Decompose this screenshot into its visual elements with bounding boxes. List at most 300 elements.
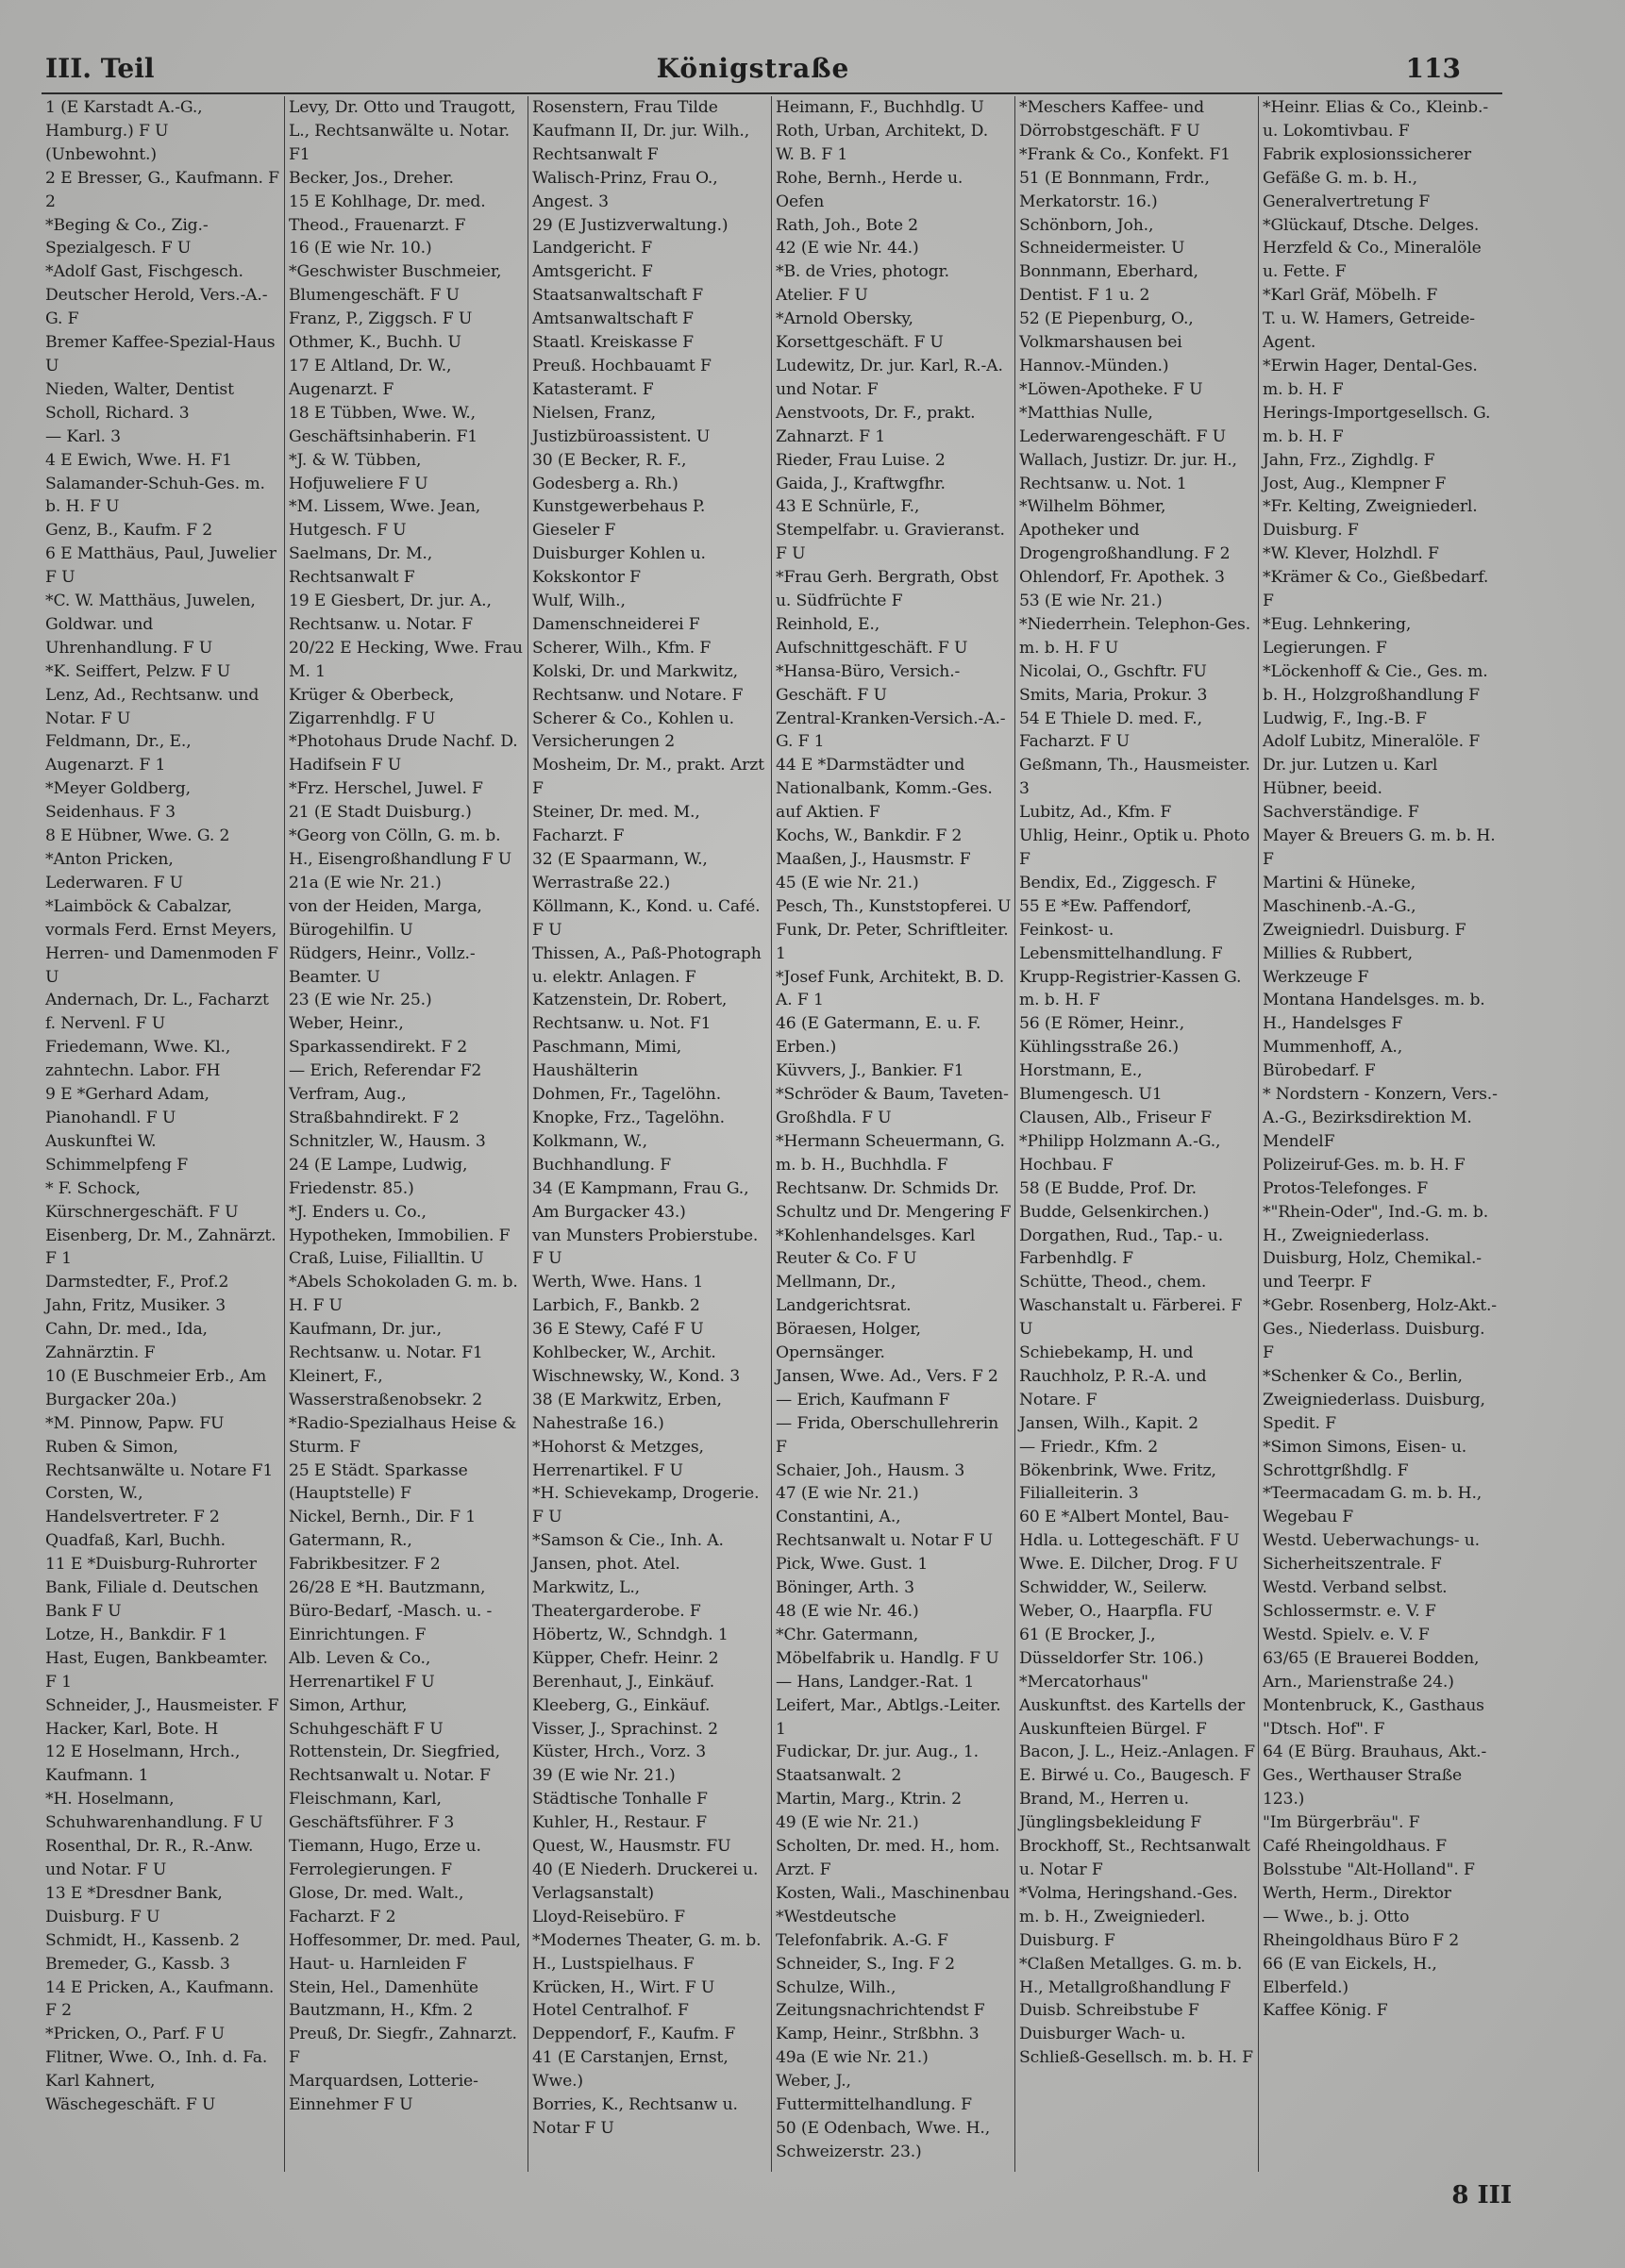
- directory-entry: *H. Schievekamp, Drogerie. F U: [532, 1484, 760, 1527]
- directory-entry: Kolkmann, W., Buchhandlung. F: [532, 1131, 672, 1175]
- directory-entry: Höbertz, W., Schndgh. 1: [532, 1625, 729, 1644]
- directory-entry: Zentral-Kranken-Versich.-A.-G. F 1: [776, 709, 1006, 752]
- directory-entry: Dohmen, Fr., Tagelöhn.: [532, 1085, 722, 1105]
- directory-entry: 49 (E wie Nr. 21.): [776, 1813, 919, 1833]
- directory-entry: Eisenberg, Dr. M., Zahnärzt. F 1: [45, 1226, 276, 1269]
- directory-entry: 2 E Bresser, G., Kaufmann. F 2: [45, 168, 279, 211]
- directory-entry: Nicolai, O., Gschftr. FU: [1019, 661, 1207, 681]
- directory-entry: 47 (E wie Nr. 21.): [776, 1484, 919, 1504]
- directory-entry: Schneider, J., Hausmeister. F: [45, 1695, 279, 1715]
- directory-entry: 11 E *Duisburg-Ruhrorter Bank, Filiale d. Deutschen Bank F U: [45, 1555, 259, 1621]
- directory-entry: 23 (E wie Nr. 25.): [289, 991, 432, 1010]
- directory-entry: 48 (E wie Nr. 46.): [776, 1602, 919, 1621]
- directory-entry: Nickel, Bernh., Dir. F 1: [289, 1508, 476, 1527]
- directory-entry: Cahn, Dr. med., Ida, Zahnärztin. F: [45, 1320, 208, 1363]
- directory-entry: *Simon Simons, Eisen- u. Schrottgrßhdlg. F: [1263, 1437, 1467, 1480]
- directory-entry: Lubitz, Ad., Kfm. F: [1019, 803, 1172, 823]
- directory-entry: Weber, J., Futtermittelhandlung. F: [776, 2072, 972, 2115]
- directory-entry: *Schenker & Co., Berlin, Zweigniederlass. Duisburg, Spedit. F: [1263, 1366, 1485, 1433]
- directory-entry: Quest, W., Hausmstr. FU: [532, 1837, 731, 1857]
- directory-entry: Funk, Dr. Peter, Schriftleiter. 1: [776, 920, 1009, 963]
- directory-entry: *Matthias Nulle, Lederwarengeschäft. F U: [1019, 403, 1226, 446]
- directory-entry: *Löckenhoff & Cie., Ges. m. b. H., Holzgroßhandlung F: [1263, 661, 1488, 705]
- directory-entry: *Hansa-Büro, Versich.-Geschäft. F U: [776, 661, 961, 705]
- directory-entry: — Karl. 3: [45, 426, 121, 446]
- directory-entry: *Meyer Goldberg, Seidenhaus. F 3: [45, 779, 191, 823]
- header-rule: [42, 92, 1502, 94]
- directory-entry: *Mercatorhaus": [1019, 1672, 1148, 1692]
- directory-entry: 9 E *Gerhard Adam, Pianohandl. F U: [45, 1085, 209, 1127]
- footer-signature: 8 III: [1451, 2181, 1512, 2210]
- directory-entry: Kleeberg, G., Einkäuf.: [532, 1695, 711, 1715]
- directory-entry: Adolf Lubitz, Mineralöle. F: [1263, 732, 1481, 752]
- directory-entry: *Frz. Herschel, Juwel. F: [289, 779, 483, 799]
- directory-entry: Hoffesommer, Dr. med. Paul, Haut- u. Harnleiden F: [289, 1930, 521, 1974]
- directory-entry: Bökenbrink, Wwe. Fritz, Filialleiterin. 3: [1019, 1460, 1216, 1504]
- directory-entry: Krücken, H., Wirt. F U: [532, 1977, 715, 1997]
- directory-entry: van Munsters Probierstube. F U: [532, 1226, 759, 1269]
- directory-entry: Verfram, Aug., Straßbahndirekt. F 2: [289, 1085, 460, 1127]
- directory-column: [42, 96, 285, 2172]
- directory-entry: Schiebekamp, H. und Rauchholz, P. R.-A. und Notare. F: [1019, 1343, 1207, 1409]
- directory-entry: *Laimböck & Cabalzar, vormals Ferd. Ernst Meyers, Herren- und Damenmoden F U: [45, 896, 278, 987]
- directory-entry: 24 (E Lampe, Ludwig, Friedenstr. 85.): [289, 1155, 468, 1198]
- directory-entry: 29 (E Justizverwaltung.): [532, 215, 729, 235]
- directory-entry: Deutscher Herold, Vers.-A.-G. F: [45, 286, 268, 329]
- street-title: Königstraße: [656, 53, 850, 84]
- directory-entry: von der Heiden, Marga, Bürogehilfin. U: [289, 896, 482, 940]
- directory-entry: Rechtsanw. Dr. Schmids Dr. Schultz und Dr. Mengering F: [776, 1178, 1012, 1222]
- directory-entry: *Claßen Metallges. G. m. b. H., Metallgroßhandlung F: [1019, 1954, 1243, 1997]
- directory-entry: *H. Hoselmann, Schuhwarenhandlung. F U: [45, 1790, 263, 1833]
- directory-entry: Fabrik explosionssicherer Gefäße G. m. b. H., Generalvertretung F: [1263, 144, 1471, 211]
- directory-entry: Bremeder, G., Kassb. 3: [45, 1954, 230, 1974]
- directory-entry: Wallach, Justizr. Dr. jur. H., Rechtsanw. u. Not. 1: [1019, 450, 1237, 493]
- directory-entry: *Erwin Hager, Dental-Ges. m. b. H. F: [1263, 356, 1478, 399]
- directory-entry: Quadfaß, Karl, Buchh.: [45, 1531, 226, 1551]
- directory-entry: Duisburger Kohlen u. Kokskontor F: [532, 544, 706, 588]
- directory-entry: Craß, Luise, Filialltin. U: [289, 1249, 484, 1269]
- directory-entry: *Abels Schokoladen G. m. b. H. F U: [289, 1273, 518, 1316]
- directory-entry: — Friedr., Kfm. 2: [1019, 1437, 1158, 1457]
- directory-entry: 52 (E Piepenburg, O., Volkmarshausen bei Hannov.-Münden.): [1019, 309, 1194, 375]
- directory-entry: 13 E *Dresdner Bank, Duisburg. F U: [45, 1883, 223, 1926]
- directory-entry: Saelmans, Dr. M., Rechtsanwalt F: [289, 544, 433, 588]
- directory-entry: Werth, Herm., Direktor: [1263, 1883, 1451, 1903]
- directory-entry: Schönborn, Joh., Schneidermeister. U: [1019, 215, 1185, 258]
- directory-entry: 55 E *Ew. Paffendorf, Feinkost- u. Lebensmittelhandlung. F: [1019, 896, 1223, 963]
- directory-entry: *Krämer & Co., Gießbedarf. F: [1263, 568, 1489, 611]
- directory-entry: 4 E Ewich, Wwe. H. F1: [45, 450, 232, 470]
- directory-entry: *Frau Gerh. Bergrath, Obst u. Südfrüchte F: [776, 568, 998, 611]
- directory-entry: Deppendorf, F., Kaufm. F: [532, 2025, 736, 2044]
- directory-entry: *Philipp Holzmann A.-G., Hochbau. F: [1019, 1131, 1221, 1175]
- directory-entry: Horstmann, E., Blumengesch. U1: [1019, 1061, 1163, 1105]
- directory-entry: Gatermann, R., Fabrikbesitzer. F 2: [289, 1531, 441, 1575]
- directory-entry: Andernach, Dr. L., Facharzt f. Nervenl. F U: [45, 991, 269, 1034]
- directory-entry: Uhlig, Heinr., Optik u. Photo F: [1019, 826, 1250, 869]
- directory-entry: *K. Seiffert, Pelzw. F U: [45, 661, 231, 681]
- directory-entry: Dr. jur. Lutzen u. Karl Hübner, beeid. Sachverständige. F: [1263, 756, 1438, 823]
- directory-entry: 26/28 E *H. Bautzmann, Büro-Bedarf, -Masch. u. -Einrichtungen. F: [289, 1578, 493, 1644]
- directory-entry: 32 (E Spaarmann, W., Werrastraße 22.): [532, 850, 708, 892]
- directory-entry: 25 E Städt. Sparkasse (Hauptstelle) F: [289, 1460, 468, 1504]
- directory-entry: Rath, Joh., Bote 2: [776, 215, 918, 235]
- directory-entry: Hacker, Karl, Bote. H: [45, 1719, 219, 1739]
- directory-column: [285, 96, 528, 2172]
- directory-entry: Preuß, Dr. Siegfr., Zahnarzt. F: [289, 2025, 517, 2068]
- directory-entry: Staatl. Kreiskasse F: [532, 333, 694, 353]
- directory-entry: Jansen, Wilh., Kapit. 2: [1019, 1413, 1198, 1433]
- directory-entry: Heimann, F., Buchhdlg. U: [776, 98, 984, 117]
- directory-entry: 20/22 E Hecking, Wwe. Frau M. 1: [289, 638, 523, 681]
- directory-entry: Paschmann, Mimi, Haushälterin: [532, 1038, 682, 1081]
- directory-entry: Othmer, K., Buchh. U: [289, 333, 461, 353]
- directory-entry: Pesch, Th., Kunststopferei. U: [776, 896, 1012, 916]
- directory-entry: 41 (E Carstanjen, Ernst, Wwe.): [532, 2048, 729, 2092]
- directory-entry: *Meschers Kaffee- und Dörrobstgeschäft. F U: [1019, 98, 1204, 141]
- directory-entry: 21a (E wie Nr. 21.): [289, 873, 442, 892]
- directory-entry: T. u. W. Hamers, Getreide-Agent.: [1263, 309, 1475, 353]
- directory-entry: Kuhler, H., Restaur. F: [532, 1813, 707, 1833]
- directory-entry: 17 E Altland, Dr. W., Augenarzt. F: [289, 356, 452, 399]
- directory-entry: Gaida, J., Kraftwgfhr.: [776, 474, 946, 493]
- directory-entry: 18 E Tübben, Wwe. W., Geschäftsinhaberin. F1: [289, 403, 478, 446]
- directory-entry: Hotel Centralhof. F: [532, 2001, 689, 2021]
- directory-entry: Bonnmann, Eberhard, Dentist. F 1 u. 2: [1019, 262, 1198, 306]
- directory-entry: Kamp, Heinr., Strßbhn. 3: [776, 2025, 980, 2044]
- directory-entry: 39 (E wie Nr. 21.): [532, 1766, 676, 1786]
- directory-entry: *Teermacadam G. m. b. H., Wegebau F: [1263, 1484, 1483, 1527]
- directory-entry: Rottenstein, Dr. Siegfried, Rechtsanwalt u. Notar. F: [289, 1743, 500, 1786]
- directory-entry: Wischnewsky, W., Kond. 3: [532, 1366, 741, 1386]
- directory-entry: Corsten, W., Handelsvertreter. F 2: [45, 1484, 220, 1527]
- directory-entry: Berenhaut, J., Einkäuf.: [532, 1672, 715, 1692]
- directory-entry: 30 (E Becker, R. F., Godesberg a. Rh.): [532, 450, 687, 493]
- directory-entry: 50 (E Odenbach, Wwe. H., Schweizerstr. 23.): [776, 2118, 991, 2161]
- directory-entry: — Frida, Oberschullehrerin F: [776, 1413, 999, 1457]
- directory-entry: Köllmann, K., Kond. u. Café. F U: [532, 896, 761, 940]
- directory-entry: Mellmann, Dr., Landgerichtsrat.: [776, 1273, 912, 1316]
- directory-entry: 15 E Kohlhage, Dr. med. Theod., Frauenarzt. F: [289, 192, 486, 235]
- directory-entry: Westd. Verband selbst. Schlossermstr. e. V. F: [1263, 1578, 1448, 1621]
- directory-entry: Böninger, Arth. 3: [776, 1578, 914, 1598]
- directory-entry: Bremer Kaffee-Spezial-Haus U: [45, 333, 276, 375]
- directory-entry: Tiemann, Hugo, Erze u. Ferrolegierungen. F: [289, 1837, 481, 1879]
- directory-entry: Kaufmann, Dr. jur., Rechtsanw. u. Notar. F1: [289, 1320, 483, 1363]
- directory-entry: Jansen, Wwe. Ad., Vers. F 2: [776, 1366, 998, 1386]
- directory-entry: 1 (E Karstadt A.-G., Hamburg.) F U (Unbewohnt.): [45, 98, 203, 164]
- directory-entry: Bendix, Ed., Ziggesch. F: [1019, 873, 1217, 892]
- directory-entry: *Photohaus Drude Nachf. D. Hadifsein F U: [289, 732, 518, 775]
- directory-entry: Nielsen, Franz, Justizbüroassistent. U: [532, 403, 711, 446]
- directory-entry: Franz, P., Ziggsch. F U: [289, 309, 473, 329]
- directory-entry: Marquardsen, Lotterie-Einnehmer F U: [289, 2072, 478, 2115]
- directory-entry: 36 E Stewy, Café F U: [532, 1320, 704, 1340]
- directory-entry: Lloyd-Reisebüro. F: [532, 1907, 685, 1926]
- directory-entry: 6 E Matthäus, Paul, Juwelier F U: [45, 544, 276, 588]
- directory-entry: Mosheim, Dr. M., prakt. Arzt F: [532, 756, 764, 799]
- directory-entry: Duisburger Wach- u. Schließ-Gesellsch. m. b. H. F: [1019, 2025, 1253, 2068]
- directory-entry: Martini & Hüneke, Maschinenb.-A.-G., Zweigniedrl. Duisburg. F: [1263, 873, 1466, 940]
- directory-entry: *Kohlenhandelsges. Karl Reuter & Co. F U: [776, 1226, 976, 1269]
- directory-entry: *Eug. Lehnkering, Legierungen. F: [1263, 614, 1412, 658]
- directory-entry: Steiner, Dr. med. M., Facharzt. F: [532, 803, 700, 846]
- directory-entry: *B. de Vries, photogr. Atelier. F U: [776, 262, 949, 306]
- directory-entry: *Pricken, O., Parf. F U: [45, 2025, 225, 2044]
- directory-entry: Küpper, Chefr. Heinr. 2: [532, 1648, 719, 1668]
- directory-entry: Wwe. E. Dilcher, Drog. F U: [1019, 1555, 1239, 1575]
- directory-entry: 19 E Giesbert, Dr. jur. A., Rechtsanw. u. Notar. F: [289, 592, 492, 634]
- directory-entry: Stein, Hel., Damenhüte: [289, 1977, 478, 1997]
- directory-column: [772, 96, 1015, 2172]
- directory-entry: *Westdeutsche Telefonfabrik. A.-G. F: [776, 1907, 948, 1950]
- page-header: [45, 53, 1461, 91]
- directory-entry: Borries, K., Rechtsanw u. Notar F U: [532, 2095, 738, 2138]
- directory-entry: 53 (E wie Nr. 21.): [1019, 592, 1163, 611]
- directory-entry: Jahn, Fritz, Musiker. 3: [45, 1296, 226, 1316]
- directory-entry: *Gebr. Rosenberg, Holz-Akt.-Ges., Niederlass. Duisburg. F: [1263, 1296, 1497, 1363]
- directory-entry: Auskunftei W. Schimmelpfeng F: [45, 1131, 188, 1175]
- directory-entry: Hast, Eugen, Bankbeamter. F 1: [45, 1648, 268, 1692]
- directory-entry: 58 (E Budde, Prof. Dr. Budde, Gelsenkirchen.): [1019, 1178, 1210, 1222]
- directory-entry: 49a (E wie Nr. 21.): [776, 2048, 929, 2068]
- directory-entry: Bautzmann, H., Kfm. 2: [289, 2001, 474, 2021]
- directory-entry: 8 E Hübner, Wwe. G. 2: [45, 826, 230, 846]
- directory-entry: Kosten, Wali., Maschinenbau: [776, 1883, 1010, 1903]
- directory-entry: *Beging & Co., Zig.-Spezialgesch. F U: [45, 215, 209, 258]
- directory-entry: Weber, Heinr., Sparkassendirekt. F 2: [289, 1014, 468, 1058]
- directory-entry: 40 (E Niederh. Druckerei u. Verlagsanstalt): [532, 1859, 759, 1903]
- directory-entry: Nieden, Walter, Dentist: [45, 379, 234, 399]
- directory-entry: Darmstedter, F., Prof.2: [45, 1273, 229, 1292]
- directory-entry: 10 (E Buschmeier Erb., Am Burgacker 20a.): [45, 1366, 267, 1409]
- directory-entry: Ludewitz, Dr. jur. Karl, R.-A. und Notar. F: [776, 356, 1003, 399]
- directory-entry: Fudickar, Dr. jur. Aug., 1. Staatsanwalt. 2: [776, 1743, 979, 1786]
- directory-column: [1015, 96, 1259, 2172]
- directory-entry: Ohlendorf, Fr. Apothek. 3: [1019, 568, 1225, 588]
- directory-column: [1259, 96, 1502, 2172]
- directory-entry: Staatsanwaltschaft F: [532, 286, 704, 306]
- directory-entry: Schütte, Theod., chem. Waschanstalt u. Färberei. F U: [1019, 1273, 1243, 1340]
- directory-columns: [42, 96, 1502, 2172]
- directory-entry: Lenz, Ad., Rechtsanw. und Notar. F U: [45, 685, 260, 728]
- directory-entry: *Hohorst & Metzges, Herrenartikel. F U: [532, 1437, 704, 1480]
- directory-entry: Dorgathen, Rud., Tap.- u. Farbenhdlg. F: [1019, 1226, 1224, 1269]
- directory-entry: 54 E Thiele D. med. F., Facharzt. F U: [1019, 709, 1202, 752]
- directory-entry: Kochs, W., Bankdir. F 2: [776, 826, 963, 846]
- directory-entry: Clausen, Alb., Friseur F: [1019, 1108, 1212, 1127]
- directory-entry: Maaßen, J., Hausmstr. F: [776, 850, 971, 869]
- directory-entry: Bacon, J. L., Heiz.-Anlagen. F: [1019, 1743, 1255, 1762]
- directory-entry: Ludwig, F., Ing.-B. F: [1263, 709, 1427, 728]
- directory-entry: Pick, Wwe. Gust. 1: [776, 1555, 929, 1575]
- directory-entry: *Arnold Obersky, Korsettgeschäft. F U: [776, 309, 944, 353]
- directory-entry: Rosenthal, Dr. R., R.-Anw. und Notar. F U: [45, 1837, 254, 1879]
- directory-entry: Krupp-Registrier-Kassen G. m. b. H. F: [1019, 967, 1242, 1010]
- directory-entry: Scherer, Wilh., Kfm. F: [532, 638, 712, 658]
- directory-entry: Krüger & Oberbeck, Zigarrenhdlg. F U: [289, 685, 455, 728]
- directory-entry: Mummenhoff, A., Bürobedarf. F: [1263, 1038, 1403, 1081]
- directory-entry: Visser, J., Sprachinst. 2: [532, 1719, 718, 1739]
- directory-entry: Flitner, Wwe. O., Inh. d. Fa. Karl Kahnert, Wäschegeschäft. F U: [45, 2048, 268, 2115]
- directory-entry: Bolsstube "Alt-Holland". F: [1263, 1859, 1475, 1879]
- directory-entry: Kolski, Dr. und Markwitz, Rechtsanw. und Notare. F: [532, 661, 744, 705]
- directory-entry: Knopke, Frz., Tagelöhn.: [532, 1108, 725, 1127]
- directory-entry: Brand, M., Herren u. Jünglingsbekleidung F: [1019, 1790, 1202, 1833]
- directory-entry: Schmidt, H., Kassenb. 2: [45, 1930, 240, 1950]
- directory-entry: Salamander-Schuh-Ges. m. b. H. F U: [45, 474, 265, 517]
- directory-entry: Café Rheingoldhaus. F: [1263, 1837, 1447, 1857]
- page-number: 113: [1405, 53, 1461, 84]
- directory-entry: Aenstvoots, Dr. F., prakt. Zahnarzt. F 1: [776, 403, 976, 446]
- directory-entry: *Volma, Heringshand.-Ges. m. b. H., Zweigniederl. Duisburg. F: [1019, 1883, 1238, 1950]
- directory-entry: *Wilhelm Böhmer, Apotheker und Drogengroßhandlung. F 2: [1019, 497, 1231, 564]
- directory-entry: Schulze, Wilh., Zeitungsnachrichtendst F: [776, 1977, 985, 2021]
- directory-entry: Roth, Urban, Architekt, D. W. B. F 1: [776, 121, 989, 164]
- directory-entry: Reinhold, E., Aufschnittgeschäft. F U: [776, 614, 968, 658]
- directory-entry: Schwidder, W., Seilerw.: [1019, 1578, 1208, 1598]
- part-label: III. Teil: [45, 53, 155, 84]
- directory-entry: Küster, Hrch., Vorz. 3: [532, 1743, 706, 1762]
- directory-entry: Glose, Dr. med. Walt., Facharzt. F 2: [289, 1883, 464, 1926]
- directory-entry: *Frank & Co., Konfekt. F1: [1019, 144, 1231, 164]
- directory-entry: 42 (E wie Nr. 44.): [776, 239, 919, 258]
- directory-entry: * F. Schock, Kürschnergeschäft. F U: [45, 1178, 239, 1222]
- directory-entry: Leifert, Mar., Abtlgs.-Leiter. 1: [776, 1695, 1001, 1739]
- directory-entry: Ruben & Simon, Rechtsanwälte u. Notare F1: [45, 1437, 274, 1480]
- directory-entry: *J. Enders u. Co., Hypotheken, Immobilien. F: [289, 1202, 511, 1245]
- directory-entry: Kunstgewerbehaus P. Gieseler F: [532, 497, 706, 541]
- directory-entry: Auskunftst. des Kartells der Auskunfteien Bürgel. F: [1019, 1695, 1246, 1739]
- directory-entry: *Radio-Spezialhaus Heise & Sturm. F: [289, 1413, 517, 1457]
- directory-entry: *W. Klever, Holzhdl. F: [1263, 544, 1439, 564]
- directory-entry: Jahn, Frz., Zighdlg. F: [1263, 450, 1435, 470]
- directory-entry: — Hans, Landger.-Rat. 1: [776, 1672, 975, 1692]
- directory-entry: 64 (E Bürg. Brauhaus, Akt.-Ges., Werthauser Straße 123.): [1263, 1743, 1487, 1809]
- directory-entry: Preuß. Hochbauamt F: [532, 356, 712, 375]
- directory-entry: Schaier, Joh., Hausm. 3: [776, 1460, 965, 1480]
- directory-entry: Scholl, Richard. 3: [45, 403, 190, 423]
- directory-entry: 46 (E Gatermann, E. u. F. Erben.): [776, 1014, 981, 1058]
- directory-entry: Jost, Aug., Klempner F: [1263, 474, 1447, 493]
- directory-entry: Rüdgers, Heinr., Vollz.-Beamter. U: [289, 943, 476, 987]
- directory-entry: Scholten, Dr. med. H., hom. Arzt. F: [776, 1837, 1000, 1879]
- directory-entry: Brockhoff, St., Rechtsanwalt u. Notar F: [1019, 1837, 1250, 1879]
- directory-entry: 44 E *Darmstädter und Nationalbank, Komm.-Ges. auf Aktien. F: [776, 756, 993, 823]
- directory-entry: Feldmann, Dr., E., Augenarzt. F 1: [45, 732, 192, 775]
- directory-entry: Mayer & Breuers G. m. b. H. F: [1263, 826, 1496, 869]
- directory-entry: Rosenstern, Frau Tilde Kaufmann II, Dr. jur. Wilh., Rechtsanwalt F: [532, 98, 750, 164]
- directory-entry: Geßmann, Th., Hausmeister. 3: [1019, 756, 1250, 799]
- directory-entry: Herings-Importgesellsch. G. m. b. H. F: [1263, 403, 1491, 446]
- directory-entry: *Löwen-Apotheke. F U: [1019, 379, 1203, 399]
- directory-entry: *Georg von Cölln, G. m. b. H., Eisengroßhandlung F U: [289, 826, 512, 869]
- directory-entry: Schneider, S., Ing. F 2: [776, 1954, 955, 1974]
- directory-entry: *Anton Pricken, Lederwaren. F U: [45, 850, 183, 892]
- directory-entry: 21 (E Stadt Duisburg.): [289, 803, 472, 823]
- directory-entry: *Schröder & Baum, Taveten-Großhdla. F U: [776, 1085, 1009, 1127]
- directory-entry: *Geschwister Buschmeier, Blumengeschäft. F U: [289, 262, 502, 306]
- directory-entry: Werth, Wwe. Hans. 1: [532, 1273, 704, 1292]
- directory-entry: *Chr. Gatermann, Möbelfabrik u. Handlg. F U: [776, 1625, 999, 1668]
- directory-entry: *Hermann Scheuermann, G. m. b. H., Buchhdla. F: [776, 1131, 1005, 1175]
- directory-entry: Katasteramt. F: [532, 379, 654, 399]
- directory-entry: *Samson & Cie., Inh. A. Jansen, phot. Atel.: [532, 1531, 724, 1575]
- directory-entry: Polizeiruf-Ges. m. b. H. F: [1263, 1155, 1466, 1175]
- directory-entry: Rohe, Bernh., Herde u. Oefen: [776, 168, 963, 211]
- directory-entry: 51 (E Bonnmann, Frdr., Merkatorstr. 16.): [1019, 168, 1210, 211]
- directory-entry: Martin, Marg., Ktrin. 2: [776, 1790, 962, 1809]
- directory-entry: Küvvers, J., Bankier. F1: [776, 1061, 964, 1081]
- directory-entry: Städtische Tonhalle F: [532, 1790, 708, 1809]
- directory-entry: Montenbruck, K., Gasthaus "Dtsch. Hof". F: [1263, 1695, 1484, 1739]
- directory-entry: Genz, B., Kaufm. F 2: [45, 521, 213, 541]
- directory-entry: *Niederrhein. Telephon-Ges. m. b. H. F U: [1019, 614, 1251, 658]
- directory-entry: Duisb. Schreibstube F: [1019, 2001, 1199, 2021]
- directory-entry: Millies & Rubbert, Werkzeuge F: [1263, 943, 1413, 987]
- directory-entry: Larbich, F., Bankb. 2: [532, 1296, 700, 1316]
- directory-entry: 61 (E Brocker, J., Düsseldorfer Str. 106.): [1019, 1625, 1204, 1668]
- directory-entry: *Glückauf, Dtsche. Delges. Herzfeld & Co., Mineralöle u. Fette. F: [1263, 215, 1482, 282]
- directory-entry: — Erich, Kaufmann F: [776, 1390, 950, 1409]
- directory-entry: Kleinert, F., Wasserstraßenobsekr. 2: [289, 1366, 483, 1409]
- directory-entry: Rheingoldhaus Büro F 2: [1263, 1930, 1460, 1950]
- directory-entry: *"Rhein-Oder", Ind.-G. m. b. H., Zweigniederlass. Duisburg, Holz, Chemikal.- und Teerpr. F: [1263, 1202, 1489, 1292]
- directory-entry: Montana Handelsges. m. b. H., Handelsges F: [1263, 991, 1485, 1034]
- directory-entry: Thissen, A., Paß-Photograph u. elektr. Anlagen. F: [532, 943, 762, 987]
- directory-entry: 66 (E van Eickels, H., Elberfeld.): [1263, 1954, 1437, 1997]
- directory-entry: — Erich, Referendar F2: [289, 1061, 482, 1081]
- directory-column: [528, 96, 772, 2172]
- directory-entry: 14 E Pricken, A., Kaufmann. F 2: [45, 1977, 275, 2021]
- directory-entry: * Nordstern - Konzern, Vers.-A.-G., Bezirksdirektion M. MendelF: [1263, 1085, 1498, 1151]
- directory-entry: 56 (E Römer, Heinr., Kühlingsstraße 26.): [1019, 1014, 1185, 1058]
- directory-entry: Kaffee König. F: [1263, 2001, 1388, 2021]
- directory-entry: Westd. Ueberwachungs- u. Sicherheitszentrale. F: [1263, 1531, 1480, 1575]
- directory-entry: *M. Pinnow, Papw. FU: [45, 1413, 225, 1433]
- directory-entry: Markwitz, L., Theatergarderobe. F: [532, 1578, 701, 1621]
- directory-entry: Böraesen, Holger, Opernsänger.: [776, 1320, 921, 1363]
- directory-entry: 38 (E Markwitz, Erben, Nahestraße 16.): [532, 1390, 722, 1433]
- directory-entry: *J. & W. Tübben, Hofjuweliere F U: [289, 450, 428, 493]
- directory-entry: Landgericht. F: [532, 239, 652, 258]
- directory-entry: *Adolf Gast, Fischgesch.: [45, 262, 243, 282]
- directory-entry: 34 (E Kampmann, Frau G., Am Burgacker 43.): [532, 1178, 749, 1222]
- directory-entry: Constantini, A., Rechtsanwalt u. Notar F U: [776, 1508, 994, 1551]
- directory-entry: Kohlbecker, W., Archit.: [532, 1343, 716, 1363]
- directory-entry: *Josef Funk, Architekt, B. D. A. F 1: [776, 967, 1005, 1010]
- directory-entry: Amtsanwaltschaft F: [532, 309, 694, 329]
- directory-entry: Walisch-Prinz, Frau O., Angest. 3: [532, 168, 718, 211]
- directory-entry: 63/65 (E Brauerei Bodden, Arn., Marienstraße 24.): [1263, 1648, 1480, 1692]
- directory-entry: *C. W. Matthäus, Juwelen, Goldwar. und Uhrenhandlung. F U: [45, 592, 256, 658]
- directory-entry: Fleischmann, Karl, Geschäftsführer. F 3: [289, 1790, 455, 1833]
- directory-entry: Becker, Jos., Dreher.: [289, 168, 454, 188]
- directory-entry: *Fr. Kelting, Zweigniederl. Duisburg. F: [1263, 497, 1478, 541]
- directory-entry: 45 (E wie Nr. 21.): [776, 873, 919, 892]
- directory-entry: *Modernes Theater, G. m. b. H., Lustspielhaus. F: [532, 1930, 762, 1974]
- directory-entry: *Heinr. Elias & Co., Kleinb.- u. Lokomtivbau. F: [1263, 98, 1488, 141]
- directory-entry: 60 E *Albert Montel, Bau-Hdla. u. Lottegeschäft. F U: [1019, 1508, 1240, 1551]
- directory-entry: Friedemann, Wwe. Kl., zahntechn. Labor. FH: [45, 1038, 231, 1081]
- directory-entry: Katzenstein, Dr. Robert, Rechtsanw. u. Not. F1: [532, 991, 728, 1034]
- directory-entry: Lotze, H., Bankdir. F 1: [45, 1625, 228, 1644]
- directory-entry: *Karl Gräf, Möbelh. F: [1263, 286, 1438, 306]
- directory-entry: 12 E Hoselmann, Hrch., Kaufmann. 1: [45, 1743, 241, 1786]
- directory-entry: 16 (E wie Nr. 10.): [289, 239, 432, 258]
- directory-entry: Levy, Dr. Otto und Traugott, L., Rechtsanwälte u. Notar. F1: [289, 98, 516, 164]
